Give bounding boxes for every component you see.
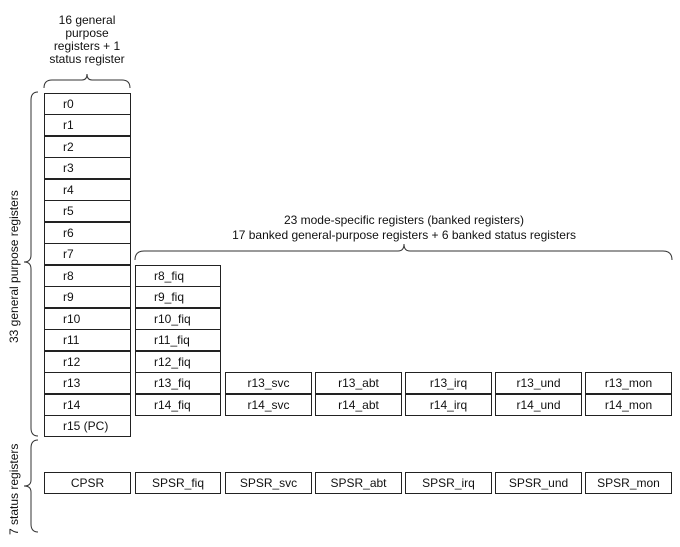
banked-register-cell: r14_mon <box>585 394 672 416</box>
banked-title <box>135 213 673 243</box>
fiq-register-cell: r10_fiq <box>135 308 221 330</box>
register-cell: r8 <box>44 265 131 287</box>
banked-register-cell: r13_svc <box>225 372 312 394</box>
banked-title-line: 23 mode-specific registers (banked registers) <box>283 213 525 227</box>
register-cell: r2 <box>44 136 131 158</box>
status-register-cell: SPSR_svc <box>225 472 312 494</box>
register-cell: r7 <box>44 243 131 265</box>
register-cell: r4 <box>44 179 131 201</box>
fiq-register-cell: r9_fiq <box>135 286 221 308</box>
side-label-status: 7 status registers <box>7 443 21 535</box>
fiq-register-cell: r12_fiq <box>135 351 221 373</box>
top-brace <box>44 74 130 88</box>
status-brace <box>24 440 38 532</box>
fiq-register-cell: r11_fiq <box>135 329 221 351</box>
banked-register-cell: r14_irq <box>405 394 492 416</box>
status-register-cell: SPSR_abt <box>315 472 402 494</box>
register-cell: r0 <box>44 93 131 115</box>
status-register-cell: SPSR_und <box>495 472 582 494</box>
register-cell: r13 <box>44 372 131 394</box>
banked-register-cell: r13_abt <box>315 372 402 394</box>
register-cell: r1 <box>44 114 131 136</box>
banked-register-cell: r14_svc <box>225 394 312 416</box>
banked-register-cell: r13_und <box>495 372 582 394</box>
register-cell: r12 <box>44 351 131 373</box>
banked-brace <box>135 244 672 260</box>
banked-register-cell: r14_abt <box>315 394 402 416</box>
top-label-line: status register <box>49 52 125 66</box>
top-label-line: purpose <box>65 26 109 40</box>
status-register-cell: SPSR_irq <box>405 472 492 494</box>
register-cell: r5 <box>44 200 131 222</box>
banked-subtitle-line: 17 banked general-purpose registers + 6 banked status registers <box>232 228 576 242</box>
register-cell: r14 <box>44 394 131 416</box>
register-cell: r3 <box>44 157 131 179</box>
status-register-cell: CPSR <box>44 472 131 494</box>
banked-register-cell: r13_mon <box>585 372 672 394</box>
top-label <box>40 14 134 66</box>
fiq-register-cell: r13_fiq <box>135 372 221 394</box>
banked-register-cell: r14_und <box>495 394 582 416</box>
banked-register-cell: r13_irq <box>405 372 492 394</box>
register-cell: r15 (PC) <box>44 415 131 437</box>
status-register-cell: SPSR_mon <box>585 472 672 494</box>
top-label-line: registers + 1 <box>53 39 121 53</box>
register-cell: r9 <box>44 286 131 308</box>
register-cell: r11 <box>44 329 131 351</box>
fiq-register-cell: r8_fiq <box>135 265 221 287</box>
register-cell: r10 <box>44 308 131 330</box>
fiq-register-cell: r14_fiq <box>135 394 221 416</box>
top-label-line: 16 general <box>58 13 116 27</box>
side-label-gpr: 33 general purpose registers <box>7 190 21 343</box>
register-cell: r6 <box>44 222 131 244</box>
status-register-cell: SPSR_fiq <box>135 472 221 494</box>
gpr-brace <box>24 92 38 436</box>
